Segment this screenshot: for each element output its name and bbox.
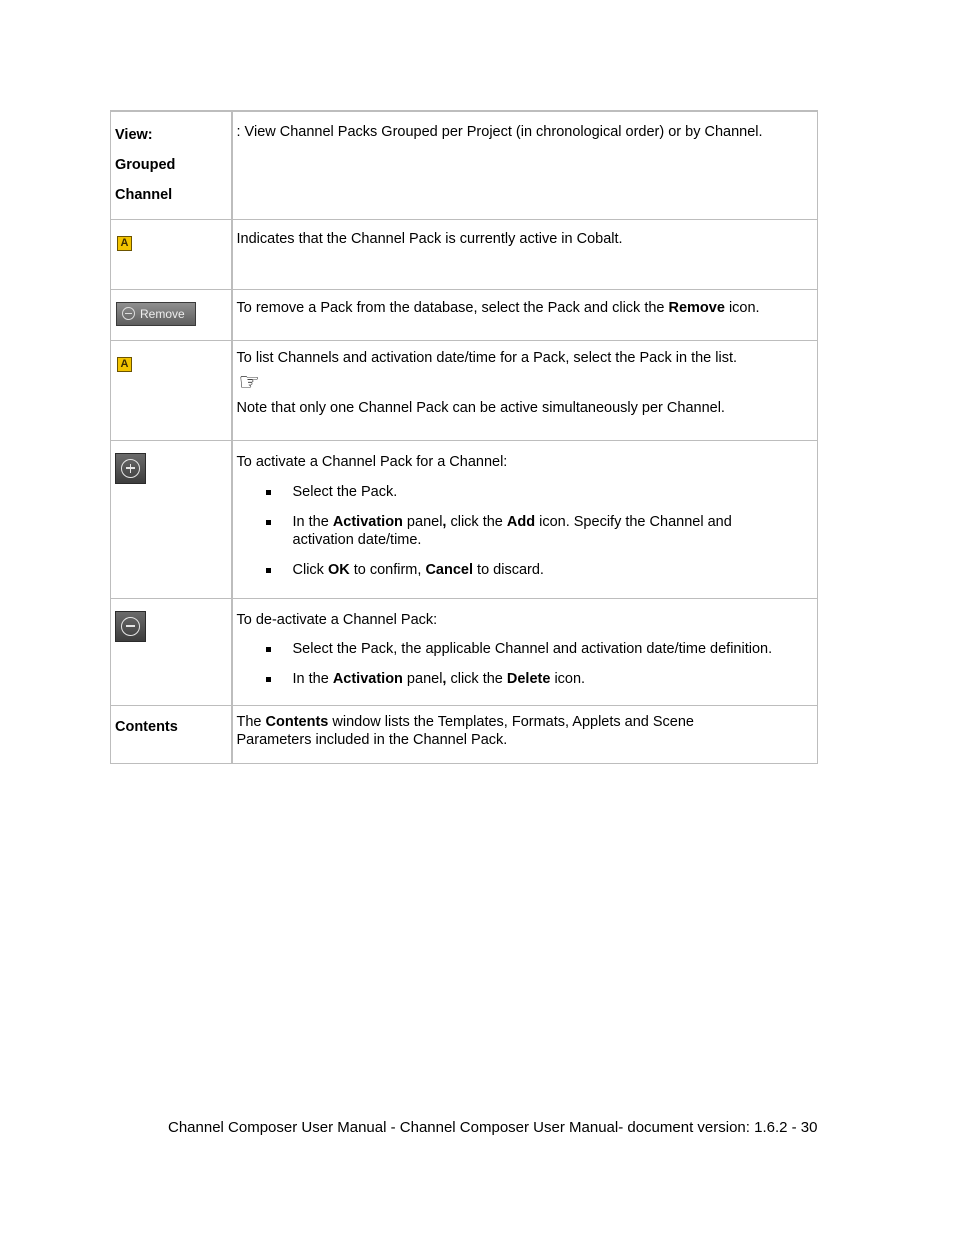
list-desc: To list Channels and activation date/time for a Pack, select the Pack in the list. (236, 349, 738, 366)
deactivate-steps (237, 640, 812, 688)
pointing-hand-icon: ☞ (238, 368, 261, 396)
activate-step-3: Click OK to confirm, Cancel to discard. (237, 561, 812, 579)
minus-circle-icon (122, 307, 135, 320)
remove-button[interactable] (116, 302, 196, 326)
list-note: Note that only one Channel Pack can be active simultaneously per Channel. (236, 399, 725, 416)
list-a-icon: A (117, 357, 132, 372)
remove-button-label: Remove (140, 306, 185, 321)
view-desc: : View Channel Packs Grouped per Project (in chronological order) or by Channel. (236, 124, 763, 140)
remove-desc: To remove a Pack from the database, select the Pack and click the Remove icon. (236, 299, 760, 316)
page-footer: Channel Composer User Manual - Channel Composer User Manual- document version: 1.6.2 - 30 (168, 1119, 818, 1136)
minus-circle-icon (121, 617, 140, 636)
view-desc-cell (232, 111, 818, 219)
row-contents (111, 705, 818, 763)
row-list (111, 340, 818, 440)
deactivate-step-1: Select the Pack, the applicable Channel and activation date/time definition. (237, 640, 812, 658)
grouped-label: Grouped (115, 157, 176, 173)
view-label-cell (111, 111, 232, 219)
add-button[interactable] (115, 453, 146, 484)
contents-label: Contents (115, 718, 178, 735)
row-deactivate (111, 598, 818, 705)
activate-step-2: In the Activation panel, click the Add icon. Specify the Channel and activation date/time. (237, 513, 812, 549)
row-activate (111, 440, 818, 598)
row-view (111, 111, 818, 219)
reference-table (110, 110, 818, 764)
activate-steps (237, 483, 812, 579)
row-active (111, 219, 818, 289)
row-remove (111, 289, 818, 340)
view-label: View: (115, 127, 153, 143)
contents-desc: The Contents window lists the Templates, Formats, Applets and Scene Parameters included in the Channel Pack. (236, 713, 694, 748)
deactivate-intro: To de-activate a Channel Pack: (236, 611, 438, 628)
deactivate-step-2: In the Activation panel, click the Delete icon. (237, 670, 812, 688)
active-a-icon: A (117, 236, 132, 251)
plus-circle-icon (121, 459, 140, 478)
activate-intro: To activate a Channel Pack for a Channel: (236, 453, 508, 470)
activate-step-1: Select the Pack. (237, 483, 812, 501)
active-desc: Indicates that the Channel Pack is currently active in Cobalt. (236, 230, 623, 247)
channel-label: Channel (115, 187, 173, 203)
delete-button[interactable] (115, 611, 146, 642)
